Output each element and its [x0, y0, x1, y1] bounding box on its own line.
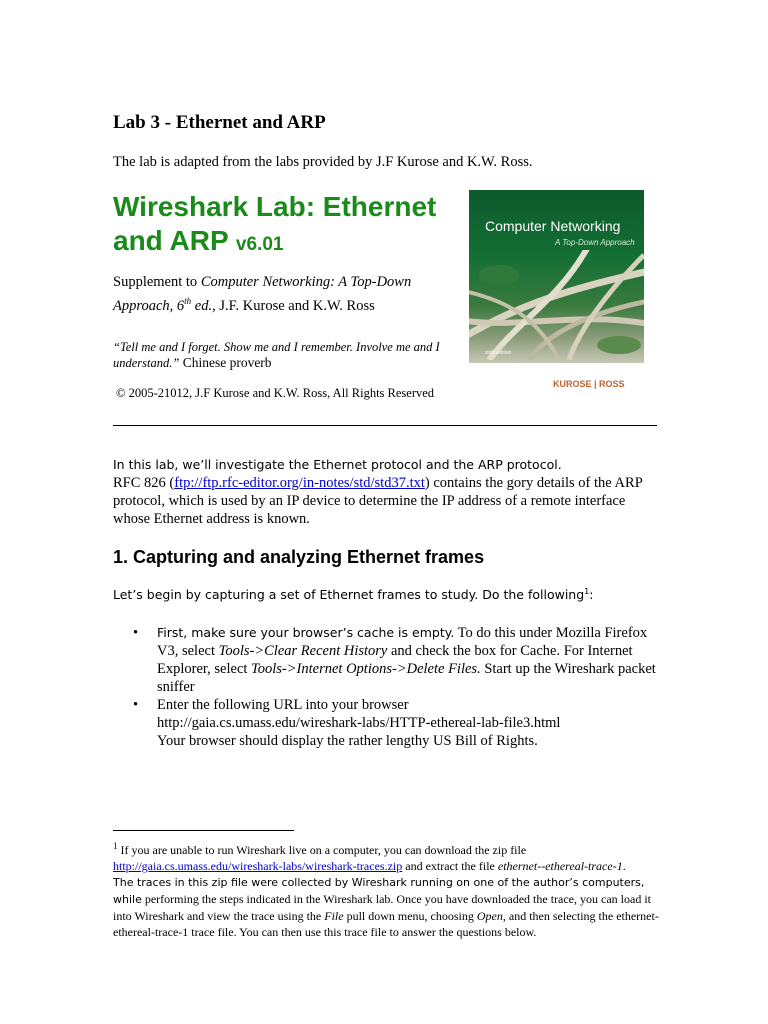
b1-part3: and check the box for Cache. For Internet Explorer, select — [157, 643, 633, 677]
footnote-part4: The traces in this zip file were collected by Wireshark running on one of the author’s computers, while — [113, 876, 645, 906]
footnote-ref[interactable]: 1 — [584, 587, 590, 596]
cover-authors: KUROSE | ROSS — [553, 379, 625, 389]
title-line1: Wireshark Lab: Ethernet — [113, 191, 437, 222]
footnote-part5: performing the steps indicated in the Wireshark lab. Once you have downloaded the trace, you can load it into Wireshark and view the trace using the — [113, 892, 651, 923]
edition-suffix: ed., — [191, 297, 216, 314]
b1-tools1: Tools->Clear Recent History — [218, 643, 388, 659]
supplement-prefix: Supplement to — [113, 274, 201, 290]
section-heading: 1. Capturing and analyzing Ethernet frames — [113, 547, 485, 567]
list-item — [113, 624, 658, 696]
footnote-part1: If you are unable to run Wireshark live on a computer, you can download the zip file — [117, 843, 527, 857]
rfc-suffix: ) contains the gory details of the ARP protocol, which is used by an IP device to determine the IP address of a remote interface whose Ethernet address is known. — [113, 475, 643, 527]
version-label: v6.01 — [235, 234, 284, 255]
footnote-part2: and extract the file — [402, 859, 498, 873]
rfc-prefix: RFC 826 ( — [113, 475, 175, 491]
supplement-line — [113, 273, 453, 316]
b1-part1: First, make sure your browser’s cache is empty. — [157, 625, 455, 640]
highway-interchange-illustration — [469, 250, 644, 360]
footnote-number: 1 — [113, 841, 118, 851]
traces-zip-link[interactable]: http://gaia.cs.umass.edu/wireshark-labs/wireshark-traces.zip — [113, 859, 403, 873]
list-item — [113, 696, 658, 750]
b2-line3: Your browser should display the rather lengthy US Bill of Rights. — [157, 733, 538, 749]
cover-subtitle: A Top-Down Approach — [555, 238, 635, 247]
b2-line1: Enter the following URL into your browser — [157, 697, 409, 713]
book-cover-image — [469, 190, 644, 401]
bullet-glyph: • — [133, 625, 139, 641]
cover-title: Computer Networking — [485, 218, 621, 234]
lab-title: Lab 3 - Ethernet and ARP — [113, 112, 326, 133]
copyright-notice: © 2005-21012, J.F Kurose and K.W. Ross, All Rights Reserved — [116, 386, 435, 400]
b1-tools2: Tools->Internet Options->Delete Files. — [251, 661, 481, 677]
begin-suffix: : — [589, 587, 594, 603]
quote-source: Chinese proverb — [179, 355, 272, 370]
cover-edition: sixth edition — [485, 350, 512, 356]
wireshark-lab-title — [113, 190, 453, 262]
adapted-note: The lab is adapted from the labs provided by J.F Kurose and K.W. Ross. — [113, 154, 533, 170]
quote-text: “Tell me and I forget. Show me and I remember. Involve me and I understand.” — [113, 340, 440, 370]
b1-part4: Start up the Wireshark packet sniffer — [157, 661, 656, 695]
footnote-separator — [113, 830, 294, 831]
begin-instructions — [113, 587, 593, 602]
b1-part2: To do this under Mozilla Firefox V3, select — [157, 625, 648, 659]
proverb-quote — [113, 339, 458, 371]
intro-line1: In this lab, we’ll investigate the Ethernet protocol and the ARP protocol. — [113, 457, 562, 472]
footnote-open-word: Open — [476, 909, 503, 923]
footnote-file-name: ethernet--ethereal-trace-1 — [497, 859, 623, 873]
instruction-list — [113, 624, 658, 750]
title-line2: and ARP — [113, 225, 229, 256]
edition-sup: th — [184, 296, 192, 306]
begin-text: Let’s begin by capturing a set of Ethernet frames to study. Do the following — [113, 587, 585, 603]
intro-paragraph — [113, 456, 658, 528]
rfc-826-link[interactable]: ftp://ftp.rfc-editor.org/in-notes/std/std37.txt — [174, 475, 425, 491]
horizontal-rule — [113, 425, 657, 426]
book-title: Computer Networking: A Top-Down Approach, 6 — [113, 274, 412, 314]
b2-url: http://gaia.cs.umass.edu/wireshark-labs/HTTP-ethereal-lab-file3.html — [157, 715, 561, 731]
footnote — [113, 838, 663, 940]
footnote-file-menu: File — [324, 909, 344, 923]
footnote-part6: pull down menu, choosing — [343, 909, 477, 923]
bullet-glyph: • — [133, 697, 139, 713]
footnote-part3: . — [622, 859, 626, 873]
supplement-authors: J.F. Kurose and K.W. Ross — [215, 297, 375, 314]
footnote-part7: , and then selecting the ethernet-ethereal-trace-1 trace file. You can then use this trace file to answer the questions below. — [113, 909, 659, 939]
